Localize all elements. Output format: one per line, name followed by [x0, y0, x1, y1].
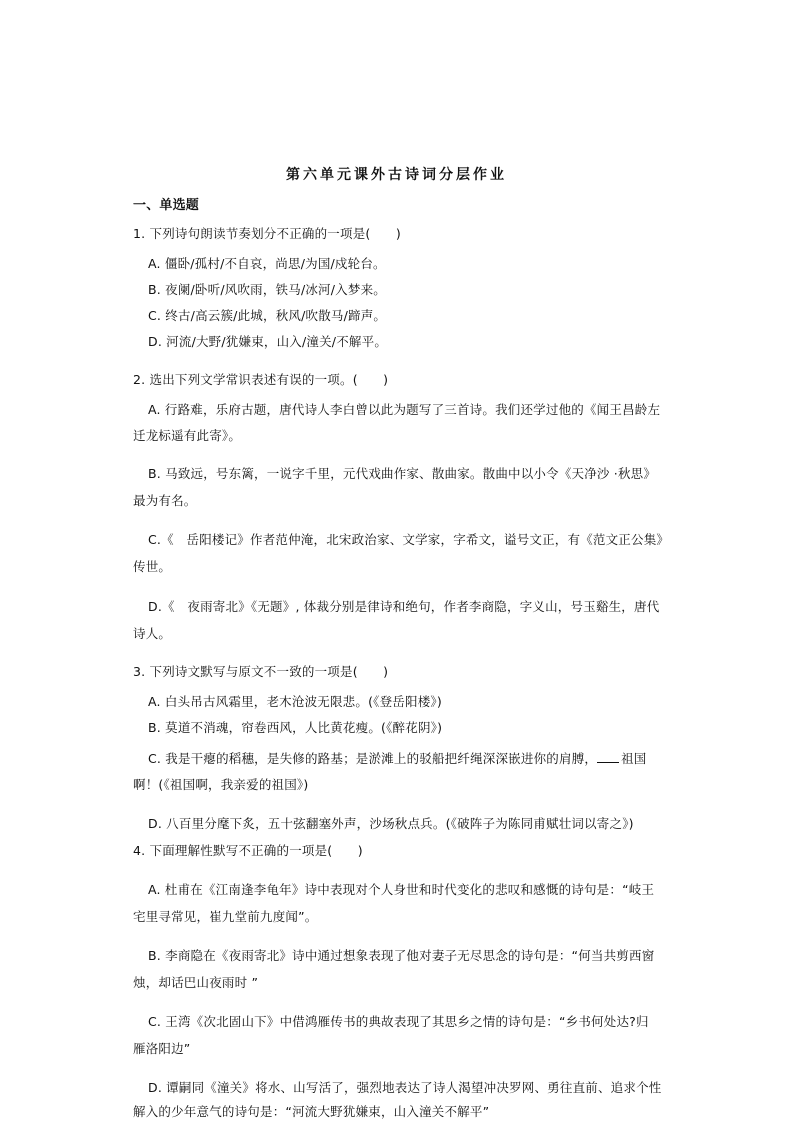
- question-3-stem: 3. 下列诗文默写与原文不一致的一项是( ): [133, 664, 389, 679]
- question-2-option-a-line-1: A. 行路难，乐府古题，唐代诗人李白曾以此为题写了三首诗。我们还学过他的《闻王昌龄左: [148, 402, 661, 417]
- question-2-option-b-line-2: 最为有名。: [133, 493, 197, 508]
- question-4-option-a-line-2: 宅里寻常见，崔九堂前九度闻”。: [133, 909, 318, 924]
- question-4-option-d-line-2: 解入的少年意气的诗句是：“河流大野犹嫌束，山入潼关不解平”: [133, 1104, 490, 1119]
- fill-blank: [597, 751, 619, 763]
- question-3-option-d: D. 八百里分麾下炙，五十弦翻塞外声，沙场秋点兵。(《破阵子为陈同甫赋壮词以寄之》): [148, 816, 634, 831]
- question-1-option-b: B. 夜阑/卧听/风吹雨，铁马/冰河/入梦来。: [148, 282, 386, 297]
- question-4-option-c-line-2: 雁洛阳边”: [133, 1041, 191, 1056]
- question-2-option-c-line-1: C.《 岳阳楼记》作者范仲淹，北宋政治家、文学家，字希文，谥号文正，有《范文正公集》: [148, 532, 670, 547]
- question-2-option-d-line-1: D.《 夜雨寄北》《无题》, 体裁分别是律诗和绝句，作者李商隐，字义山，号玉谿生，唐代: [148, 599, 660, 614]
- question-3-option-a: A. 白头吊古风霜里，老木沧波无限悲。(《登岳阳楼》): [148, 694, 442, 709]
- question-3-option-c-tail: 祖国: [621, 751, 647, 766]
- question-3-option-c-line-2: 啊！(《祖国啊，我亲爱的祖国》): [133, 777, 309, 792]
- question-3-option-b: B. 莫道不消魂，帘卷西风，人比黄花瘦。(《醉花阴》): [148, 720, 443, 735]
- question-2-option-d-line-2: 诗人。: [133, 626, 172, 641]
- question-3-option-c-line-1: [148, 751, 646, 767]
- section-heading: 一、单选题: [133, 198, 200, 213]
- question-2-option-c-line-2: 传世。: [133, 559, 172, 574]
- question-1-stem: 1. 下列诗句朗读节奏划分不正确的一项是( ): [133, 226, 401, 241]
- question-1-option-a: A. 僵卧/孤村/不自哀，尚思/为国/戍轮台。: [148, 256, 386, 271]
- question-4-option-a-line-1: A. 杜甫在《江南逢李龟年》诗中表现对个人身世和时代变化的悲叹和感慨的诗句是：“岐王: [148, 882, 655, 897]
- question-4-option-b-line-1: B. 李商隐在《夜雨寄北》诗中通过想象表现了他对妻子无尽思念的诗句是：“何当共剪西窗: [148, 948, 655, 963]
- question-1-option-c: C. 终古/高云簇/此城，秋风/吹散马/蹄声。: [148, 308, 387, 323]
- question-1-option-d: D. 河流/大野/犹嫌束，山入/潼关/不解平。: [148, 334, 388, 349]
- question-4-option-b-line-2: 烛，却话巴山夜雨时 ”: [133, 975, 259, 990]
- page-title: 第六单元课外古诗词分层作业: [286, 167, 507, 183]
- question-2-option-b-line-1: B. 马致远，号东篱，一说字千里，元代戏曲作家、散曲家。散曲中以小令《天净沙 ·秋思》: [148, 466, 657, 481]
- question-2-stem: 2. 选出下列文学常识表述有误的一项。( ): [133, 372, 389, 387]
- question-3-option-c-text: C. 我是干瘪的稻穗，是失修的路基；是淤滩上的驳船把纤绳深深嵌进你的肩膊，: [148, 751, 598, 766]
- question-4-option-c-line-1: C. 王湾《次北固山下》中借鸿雁传书的典故表现了其思乡之情的诗句是：“乡书何处达?归: [148, 1014, 649, 1029]
- question-2-option-a-line-2: 迁龙标遥有此寄》。: [133, 428, 242, 443]
- question-4-option-d-line-1: D. 谭嗣同《潼关》将水、山写活了，强烈地表达了诗人渴望冲决罗网、勇往直前、追求个性: [148, 1080, 662, 1095]
- question-4-stem: 4. 下面理解性默写不正确的一项是( ): [133, 843, 363, 858]
